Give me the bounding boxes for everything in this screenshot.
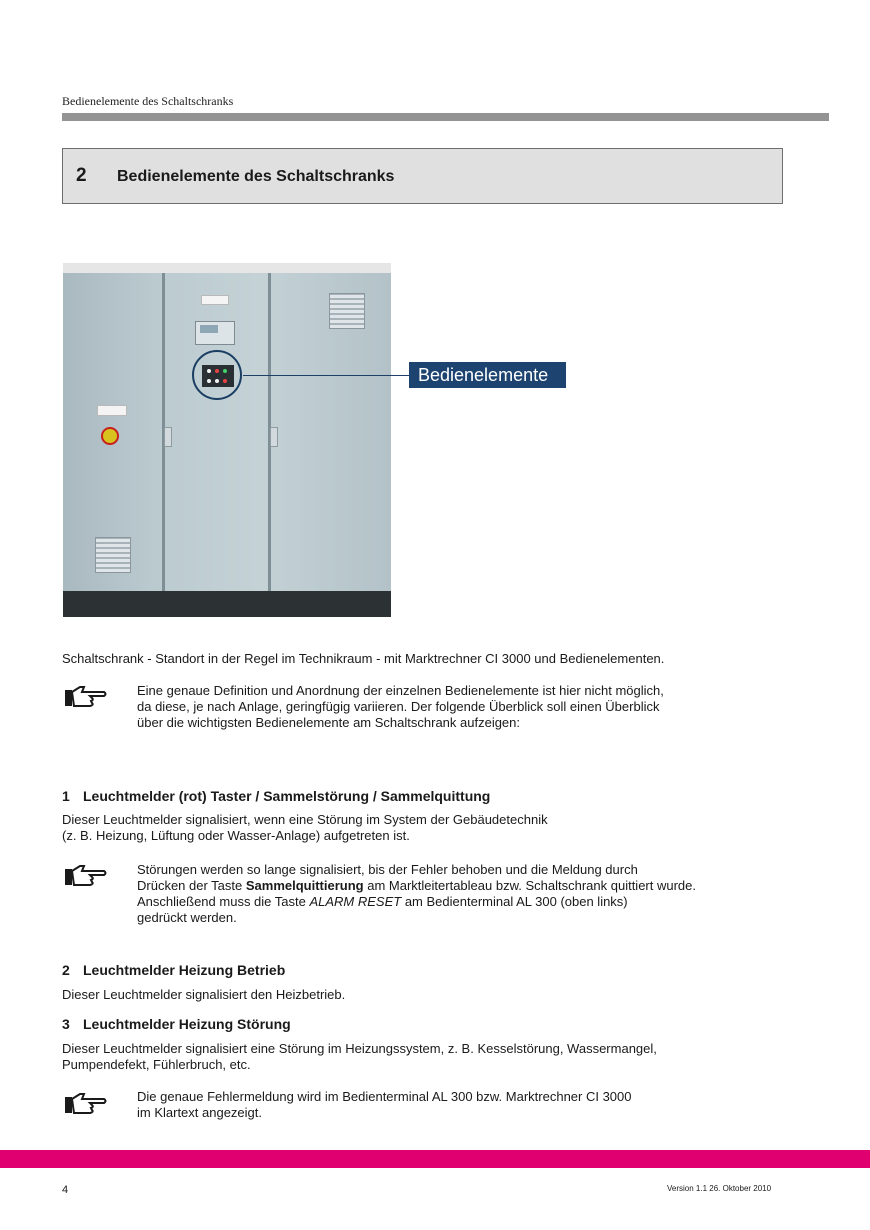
section-text xyxy=(62,987,345,1003)
section-text xyxy=(62,812,548,844)
pointing-hand-icon xyxy=(64,1091,108,1117)
section-number: 2 xyxy=(62,962,70,978)
section-title: Leuchtmelder (rot) Taster / Sammelstörung / Sammelquittung xyxy=(83,788,491,804)
section-heading xyxy=(62,1016,291,1032)
page-number: 4 xyxy=(62,1184,69,1196)
note-bold-term: Sammelquittierung xyxy=(245,878,364,893)
intro-note xyxy=(137,683,797,731)
text-line: Dieser Leuchtmelder signalisiert den Heizbetrieb. xyxy=(62,987,346,1002)
section-heading xyxy=(62,788,490,804)
main-switch xyxy=(101,427,119,445)
cabinet-label-sticker xyxy=(201,295,229,305)
note-line: Störungen werden so lange signalisiert, bis der Fehler behoben und die Meldung durch xyxy=(137,862,638,877)
lower-vent-grille xyxy=(95,537,131,573)
door-handle xyxy=(164,427,172,447)
note-italic-term: ALARM RESET xyxy=(309,894,402,909)
section-number: 3 xyxy=(62,1016,70,1032)
running-header: Bedienelemente des Schaltschranks xyxy=(62,94,234,108)
note-line xyxy=(137,894,797,910)
terminal-screen xyxy=(200,325,218,333)
callout-label: Bedienelemente xyxy=(409,362,566,388)
note-line: Die genaue Fehlermeldung wird im Bedienterminal AL 300 bzw. Marktrechner CI 3000 xyxy=(137,1089,632,1104)
note-text: Drücken der Taste xyxy=(137,878,246,893)
chapter-title: Bedienelemente des Schaltschranks xyxy=(117,168,395,185)
pointing-hand-icon xyxy=(64,863,108,889)
section-heading xyxy=(62,962,285,978)
door-handle xyxy=(270,427,278,447)
footer-bar xyxy=(0,1150,870,1168)
note-line xyxy=(137,878,797,894)
text-line: Dieser Leuchtmelder signalisiert, wenn eine Störung im System der Gebäudetechnik xyxy=(62,812,548,827)
note-line: im Klartext angezeigt. xyxy=(137,1105,263,1120)
chapter-number: 2 xyxy=(76,165,87,186)
section1-note xyxy=(137,862,797,926)
version-date: Version 1.1 26. Oktober 2010 xyxy=(667,1184,772,1193)
control-elements-highlight-circle xyxy=(192,350,242,400)
section-number: 1 xyxy=(62,788,70,804)
section-title: Leuchtmelder Heizung Betrieb xyxy=(83,962,286,978)
pointing-hand-icon xyxy=(64,684,108,710)
figure-caption: Schaltschrank - Standort in der Regel im Technikraum - mit Marktrechner CI 3000 und Bedienelementen. xyxy=(62,651,665,666)
control-terminal xyxy=(195,321,235,345)
note-text: am Marktleitertableau bzw. Schaltschrank quittiert wurde. xyxy=(363,878,696,893)
section-text xyxy=(62,1041,657,1073)
callout-line xyxy=(243,375,409,376)
text-line: Pumpendefekt, Fühlerbruch, etc. xyxy=(62,1057,251,1072)
chapter-heading-box xyxy=(62,148,783,204)
text-line: (z. B. Heizung, Lüftung oder Wasser-Anlage) aufgetreten ist. xyxy=(62,828,410,843)
text-line: Dieser Leuchtmelder signalisiert eine Störung im Heizungssystem, z. B. Kesselstörung, Wassermangel, xyxy=(62,1041,657,1056)
note-line: über die wichtigsten Bedienelemente am Schaltschrank aufzeigen: xyxy=(137,715,521,730)
section3-note xyxy=(137,1089,797,1121)
warning-sticker xyxy=(97,405,127,416)
section-title: Leuchtmelder Heizung Störung xyxy=(83,1016,291,1032)
note-text: Anschließend muss die Taste xyxy=(137,894,310,909)
note-text: am Bedienterminal AL 300 (oben links) xyxy=(401,894,628,909)
cabinet-plinth xyxy=(63,591,391,617)
note-line: Eine genaue Definition und Anordnung der einzelnen Bedienelemente ist hier nicht möglich, xyxy=(137,683,664,698)
cabinet-photo xyxy=(63,263,391,617)
header-rule xyxy=(62,113,829,121)
upper-vent-grille xyxy=(329,293,365,329)
note-line: da diese, je nach Anlage, geringfügig variieren. Der folgende Überblick soll einen Überblick xyxy=(137,699,660,714)
note-line: gedrückt werden. xyxy=(137,910,237,925)
